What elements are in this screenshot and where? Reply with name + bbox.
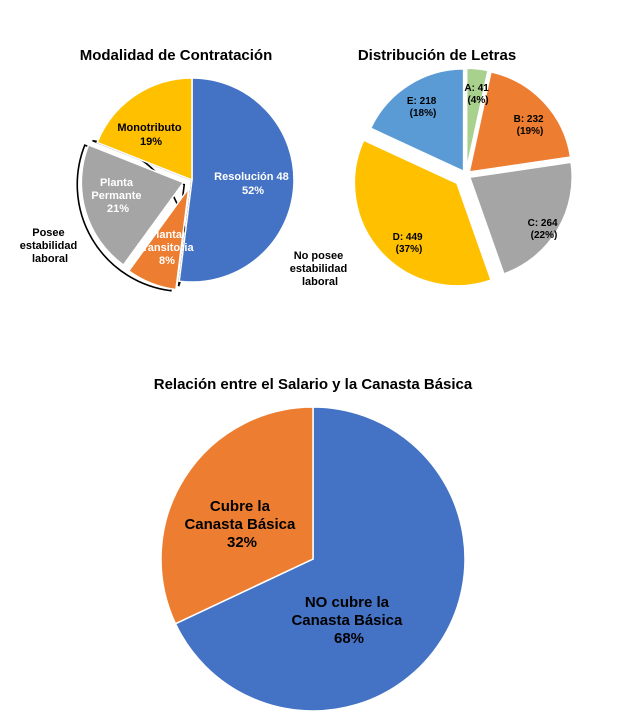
chart-modalidad-label-resolucion: Resolución 48 52% [214, 171, 289, 197]
chart-modalidad-label-permanente: Planta Permante 21% [91, 177, 142, 215]
chart-letras-label-d: D: 449 (37%) [392, 232, 423, 255]
chart-letras-title: Distribución de Letras [357, 47, 517, 64]
chart-canasta [154, 376, 473, 711]
chart-modalidad [20, 47, 351, 291]
chart-modalidad-annotation-stable: Posee estabilidad laboral [19, 227, 78, 265]
chart-canasta-label-cubre: Cubre la Canasta Básica 32% [184, 498, 296, 551]
chart-canasta-label-no-cubre: NO cubre la Canasta Básica 68% [291, 594, 403, 647]
chart-modalidad-label-monotributo: Monotributo 19% [117, 122, 182, 148]
chart-modalidad-annotation-unstable: No posee estabilidad laboral [289, 250, 348, 288]
chart-modalidad-title: Modalidad de Contratación [79, 47, 273, 64]
chart-letras-label-a: A: 41 (4%) [464, 83, 489, 106]
chart-letras-label-c: C: 264 (22%) [527, 218, 558, 241]
chart-modalidad-label-transitoria: Planta Transitoria 8% [137, 229, 194, 267]
chart-letras [354, 47, 572, 286]
chart-letras-label-e: E: 218 (18%) [406, 96, 437, 119]
chart-canasta-title: Relación entre el Salario y la Canasta Básica [153, 376, 473, 393]
chart-letras-label-b: B: 232 (19%) [513, 114, 544, 137]
